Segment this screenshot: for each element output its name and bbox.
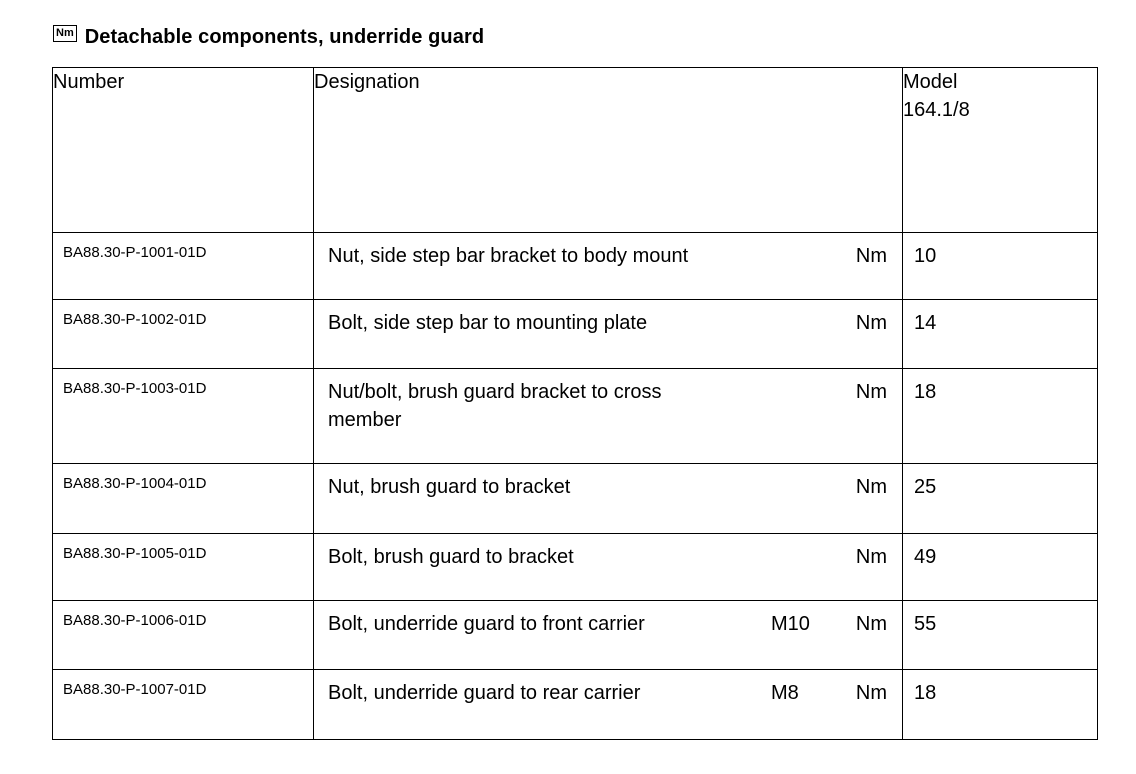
- row-torque-value: 25: [914, 476, 937, 498]
- row-number: BA88.30-P-1004-01D: [63, 475, 207, 492]
- row-value-cell: [903, 534, 1098, 601]
- row-number-cell: [53, 670, 314, 740]
- row-thread-size: M8: [771, 682, 799, 704]
- row-number: BA88.30-P-1001-01D: [63, 244, 207, 261]
- document-title: [53, 22, 484, 52]
- row-unit: Nm: [855, 381, 887, 403]
- document-title-text: Detachable components, underride guard: [84, 25, 485, 48]
- row-value-cell: [903, 300, 1098, 369]
- row-unit: Nm: [855, 312, 887, 334]
- row-designation-cell: [314, 464, 903, 534]
- row-designation-cell: [314, 601, 903, 670]
- row-torque-value: 55: [914, 613, 937, 635]
- torque-table: [52, 67, 1098, 740]
- column-header-model: [903, 68, 1098, 233]
- row-number: BA88.30-P-1005-01D: [63, 545, 207, 562]
- row-unit: Nm: [855, 546, 887, 568]
- table-header-row: [53, 68, 1098, 233]
- row-number-cell: [53, 601, 314, 670]
- table-row: [53, 601, 1098, 670]
- row-torque-value: 14: [914, 312, 937, 334]
- row-thread-size: M10: [771, 613, 810, 635]
- row-value-cell: [903, 464, 1098, 534]
- row-designation: Bolt, brush guard to bracket: [328, 546, 574, 568]
- row-value-cell: [903, 233, 1098, 300]
- column-header-model-label: Model: [903, 71, 958, 93]
- row-torque-value: 18: [914, 381, 937, 403]
- table-row: [53, 670, 1098, 740]
- column-header-model-number: 164.1/8: [903, 99, 970, 121]
- row-designation: Nut/bolt, brush guard bracket to cross member: [328, 381, 662, 431]
- row-number-cell: [53, 464, 314, 534]
- row-number: BA88.30-P-1007-01D: [63, 681, 207, 698]
- row-number: BA88.30-P-1002-01D: [63, 311, 207, 328]
- nm-icon: Nm: [53, 25, 77, 42]
- row-designation-cell: [314, 300, 903, 369]
- row-number-cell: [53, 233, 314, 300]
- row-designation-cell: [314, 670, 903, 740]
- row-designation-cell: [314, 233, 903, 300]
- row-designation: Bolt, underride guard to rear carrier: [328, 682, 641, 704]
- row-designation: Nut, brush guard to bracket: [328, 476, 571, 498]
- row-designation: Nut, side step bar bracket to body mount: [328, 245, 689, 267]
- table-row: [53, 464, 1098, 534]
- table-row: [53, 534, 1098, 601]
- row-value-cell: [903, 369, 1098, 464]
- row-number-cell: [53, 534, 314, 601]
- row-designation-cell: [314, 369, 903, 464]
- row-number: BA88.30-P-1003-01D: [63, 380, 207, 397]
- row-designation: Bolt, side step bar to mounting plate: [328, 312, 648, 334]
- column-header-designation: Designation: [314, 68, 903, 233]
- row-torque-value: 10: [914, 245, 937, 267]
- row-designation-cell: [314, 534, 903, 601]
- row-number: BA88.30-P-1006-01D: [63, 612, 207, 629]
- row-number-cell: [53, 369, 314, 464]
- table-row: [53, 233, 1098, 300]
- row-number-cell: [53, 300, 314, 369]
- row-designation: Bolt, underride guard to front carrier: [328, 613, 645, 635]
- table-row: [53, 300, 1098, 369]
- row-unit: Nm: [855, 245, 887, 267]
- row-value-cell: [903, 670, 1098, 740]
- row-torque-value: 18: [914, 682, 937, 704]
- row-unit: Nm: [855, 682, 887, 704]
- row-value-cell: [903, 601, 1098, 670]
- row-unit: Nm: [855, 476, 887, 498]
- row-torque-value: 49: [914, 546, 937, 568]
- row-unit: Nm: [855, 613, 887, 635]
- table-row: [53, 369, 1098, 464]
- column-header-number: Number: [53, 68, 314, 233]
